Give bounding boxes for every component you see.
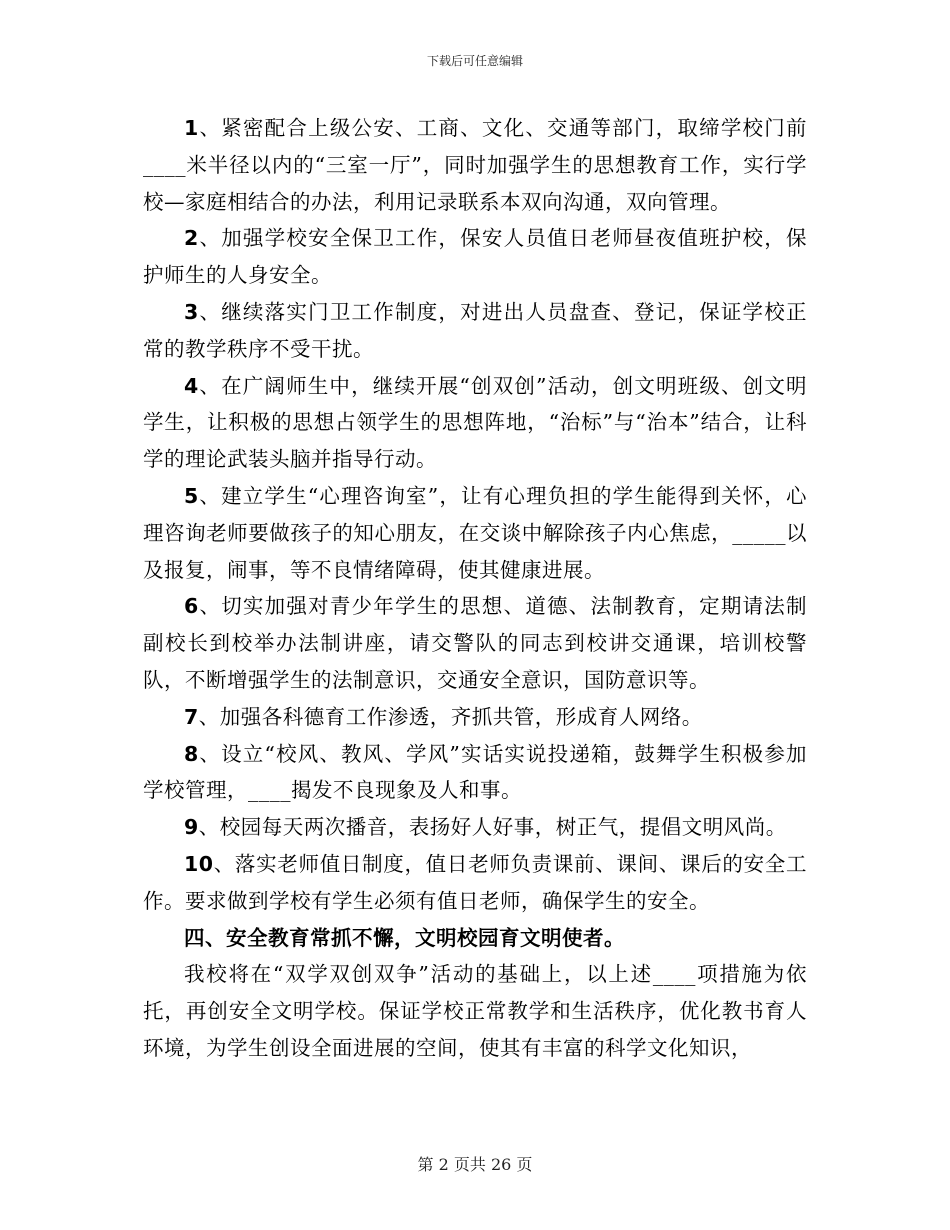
item-text: 、加强各科德育工作渗透，齐抓共管，形成育人网络。 [198,704,703,729]
list-item [143,846,807,920]
closing-paragraph: 我校将在“双学双创双争”活动的基础上，以上述____项措施为依托，再创安全文明学校。保证学校正常教学和生活秩序，优化教书育人环境，为学生创设全面进展的空间，使其有丰富的科学文化知识， [143,962,807,1060]
item-text: 、建立学生“心理咨询室”，让有心理负担的学生能得到关怀，心理咨询老师要做孩子的知心朋友，在交谈中解除孩子内心焦虑，_____以及报复，闹事，等不良情绪障碍，使其健康进展。 [143,483,807,582]
item-number: 2 [184,226,199,251]
item-text: 、在广阔师生中，继续开展“创双创”活动，创文明班级、创文明学生，让积极的思想占领学生的思想阵地，“治标”与“治本”结合，让科学的理论武装头脑并指导行动。 [143,373,807,472]
item-text: 、继续落实门卫工作制度，对进出人员盘查、登记，保证学校正常的教学秩序不受干扰。 [143,299,807,361]
item-text: 、校园每天两次播音，表扬好人好事，树正气，提倡文明风尚。 [198,815,787,840]
item-number: 1 [184,116,199,140]
list-item [143,220,807,294]
item-text: 、设立“校风、教风、学风”实话实说投递箱，鼓舞学生积极参加学校管理，____揭发不良现象及人和事。 [143,741,807,803]
item-number: 8 [184,741,199,766]
item-number: 10 [184,851,214,876]
list-item [143,478,807,588]
section-heading: 四、安全教育常抓不懈，文明校园育文明使者。 [184,925,625,950]
list-item [143,736,807,810]
page-header: 下载后可任意编辑 [426,54,523,68]
item-text: 、紧密配合上级公安、工商、文化、交通等部门，取缔学校门前____米半径以内的“三室一厅”，同时加强学生的思想教育工作，实行学校—家庭相结合的办法，利用记录联系本双向沟通，双向管理。 [143,116,807,214]
list-item [143,110,807,220]
list-item [143,294,807,368]
item-number: 6 [184,594,199,619]
item-text: 、切实加强对青少年学生的思想、道德、法制教育，定期请法制副校长到校举办法制讲座，请交警队的同志到校讲交通课，培训校警队，不断增强学生的法制意识，交通安全意识，国防意识等。 [143,594,807,692]
item-number: 5 [184,483,199,508]
item-text: 、落实老师值日制度，值日老师负责课前、课间、课后的安全工作。要求做到学校有学生必须有值日老师，确保学生的安全。 [143,851,807,913]
list-item [143,588,807,698]
item-number: 9 [184,815,199,840]
item-number: 7 [184,704,199,729]
page-footer: 第 2 页共 26 页 [417,1155,533,1174]
list-item [143,809,807,846]
item-number: 3 [184,299,199,324]
list-item [143,699,807,736]
document-body [143,110,807,1067]
item-text: 、加强学校安全保卫工作，保安人员值日老师昼夜值班护校，保护师生的人身安全。 [143,226,807,288]
list-item [143,368,807,478]
item-number: 4 [184,373,199,398]
